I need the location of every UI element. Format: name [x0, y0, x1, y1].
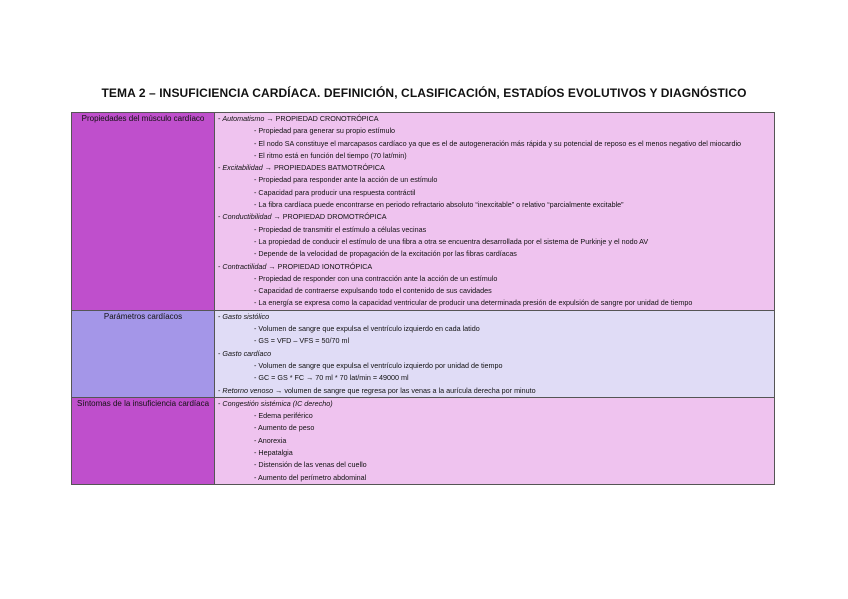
row-label: Síntomas de la insuficiencia cardíaca	[72, 397, 215, 484]
section-heading: - Gasto cardíaco	[218, 348, 770, 360]
content-table	[71, 112, 775, 485]
list-item: - Propiedad para generar su propio estímulo	[218, 125, 770, 137]
section-heading: - Conductibilidad → PROPIEDAD DROMOTRÓPICA	[218, 211, 770, 223]
row-content	[215, 310, 775, 397]
list-item: - El nodo SA constituye el marcapasos cardíaco ya que es el de autogeneración más rápida y su potencial de reposo es el menos negativo del miocardio	[218, 138, 770, 150]
list-item: - Aumento de peso	[218, 422, 770, 434]
table-row	[72, 113, 775, 311]
list-item: - Hepatalgia	[218, 447, 770, 459]
list-item: - La fibra cardíaca puede encontrarse en periodo refractario absoluto “inexcitable” o relativo “parcialmente excitable”	[218, 199, 770, 211]
list-item: - Propiedad de transmitir el estímulo a células vecinas	[218, 224, 770, 236]
row-content	[215, 397, 775, 484]
section-heading: - Congestión sistémica (IC derecho)	[218, 398, 770, 410]
list-item: - GC = GS * FC → 70 ml * 70 lat/min = 49000 ml	[218, 372, 770, 384]
row-label: Propiedades del músculo cardíaco	[72, 113, 215, 311]
list-item: - El ritmo está en función del tiempo (70 lat/min)	[218, 150, 770, 162]
table-row	[72, 397, 775, 484]
list-item: - Volumen de sangre que expulsa el ventrículo izquierdo por unidad de tiempo	[218, 360, 770, 372]
list-item: - Capacidad de contraerse expulsando todo el contenido de sus cavidades	[218, 285, 770, 297]
list-item: - Distensión de las venas del cuello	[218, 459, 770, 471]
list-item: - La energía se expresa como la capacidad ventricular de producir una determinada presión de expulsión de sangre por unidad de tiempo	[218, 297, 770, 309]
list-item: - Propiedad de responder con una contracción ante la acción de un estímulo	[218, 273, 770, 285]
row-label: Parámetros cardíacos	[72, 310, 215, 397]
section-heading: - Retorno venoso → volumen de sangre que regresa por las venas a la aurícula derecha por minuto	[218, 385, 770, 397]
page-title: TEMA 2 – INSUFICIENCIA CARDÍACA. DEFINICIÓN, CLASIFICACIÓN, ESTADÍOS EVOLUTIVOS Y DIAGNÓSTICO	[101, 86, 747, 100]
section-heading: - Excitabilidad → PROPIEDADES BATMOTRÓPICA	[218, 162, 770, 174]
list-item: - Propiedad para responder ante la acción de un estímulo	[218, 174, 770, 186]
section-heading: - Gasto sistólico	[218, 311, 770, 323]
list-item: - Capacidad para producir una respuesta contráctil	[218, 187, 770, 199]
list-item: - GS = VFD – VFS = 50/70 ml	[218, 335, 770, 347]
list-item: - Edema periférico	[218, 410, 770, 422]
list-item: - Aumento del perímetro abdominal	[218, 472, 770, 484]
row-content	[215, 113, 775, 311]
section-heading: - Automatismo → PROPIEDAD CRONOTRÓPICA	[218, 113, 770, 125]
table-row	[72, 310, 775, 397]
section-heading: - Contractilidad → PROPIEDAD IONOTRÓPICA	[218, 261, 770, 273]
list-item: - Depende de la velocidad de propagación de la excitación por las fibras cardíacas	[218, 248, 770, 260]
list-item: - La propiedad de conducir el estímulo de una fibra a otra se encuentra desarrollada por el sistema de Purkinje y el nodo AV	[218, 236, 770, 248]
list-item: - Anorexia	[218, 435, 770, 447]
list-item: - Volumen de sangre que expulsa el ventrículo izquierdo en cada latido	[218, 323, 770, 335]
